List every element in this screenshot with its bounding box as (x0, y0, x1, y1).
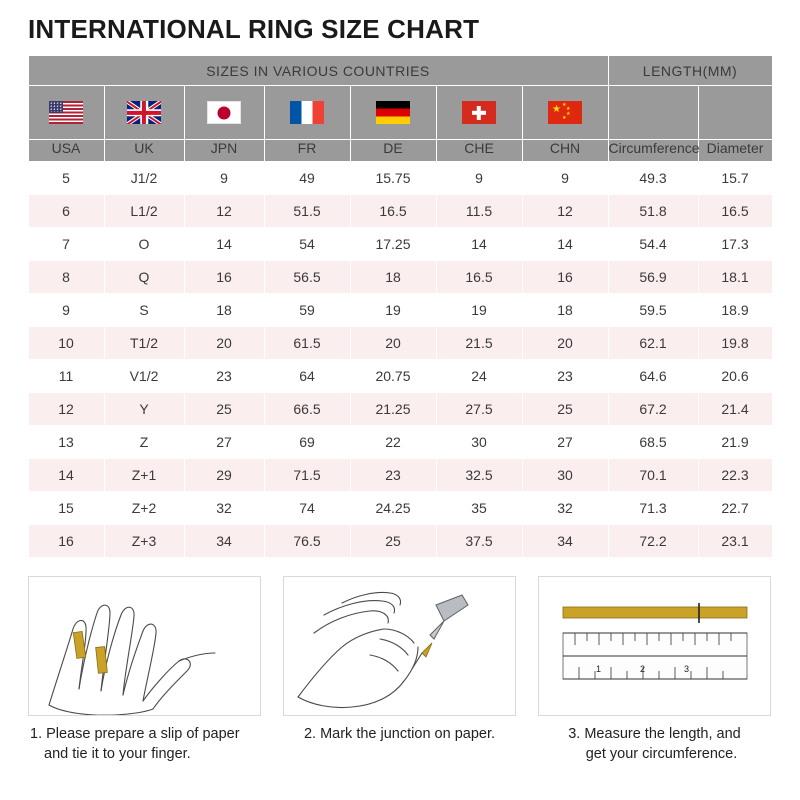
cell-fr: 74 (264, 492, 350, 525)
cell-usa: 8 (28, 261, 104, 294)
cell-de: 20 (350, 327, 436, 360)
cell-de: 22 (350, 426, 436, 459)
flag-cell-switzerland (436, 86, 522, 140)
cell-che: 27.5 (436, 393, 522, 426)
column-header-chn: CHN (522, 140, 608, 162)
cell-circumference: 59.5 (608, 294, 698, 327)
cell-diameter: 21.4 (698, 393, 772, 426)
cell-uk: Z+1 (104, 459, 184, 492)
flag-usa-icon (49, 101, 83, 124)
cell-usa: 13 (28, 426, 104, 459)
cell-jpn: 16 (184, 261, 264, 294)
cell-fr: 56.5 (264, 261, 350, 294)
step-1-caption (28, 725, 261, 764)
cell-usa: 15 (28, 492, 104, 525)
cell-chn: 12 (522, 195, 608, 228)
cell-chn: 27 (522, 426, 608, 459)
table-row (28, 393, 772, 426)
step-1-line1: 1. Please prepare a slip of paper (30, 726, 240, 742)
cell-jpn: 14 (184, 228, 264, 261)
cell-chn: 32 (522, 492, 608, 525)
step-3 (538, 576, 771, 764)
cell-che: 21.5 (436, 327, 522, 360)
step-2-line1: 2. Mark the junction on paper. (303, 726, 496, 742)
flag-cell-circumference (608, 86, 698, 140)
cell-uk: T1/2 (104, 327, 184, 360)
cell-usa: 16 (28, 525, 104, 558)
cell-diameter: 17.3 (698, 228, 772, 261)
cell-uk: J1/2 (104, 162, 184, 195)
cell-chn: 30 (522, 459, 608, 492)
cell-che: 35 (436, 492, 522, 525)
cell-circumference: 62.1 (608, 327, 698, 360)
table-column-header-row (28, 140, 772, 162)
cell-chn: 20 (522, 327, 608, 360)
flag-cell-usa (28, 86, 104, 140)
cell-uk: Q (104, 261, 184, 294)
flag-cell-japan (184, 86, 264, 140)
cell-usa: 14 (28, 459, 104, 492)
flag-switzerland-icon (462, 101, 496, 124)
cell-circumference: 51.8 (608, 195, 698, 228)
cell-chn: 34 (522, 525, 608, 558)
cell-jpn: 34 (184, 525, 264, 558)
step-1-line2: and tie it to your finger. (44, 745, 191, 762)
table-row (28, 426, 772, 459)
cell-circumference: 72.2 (608, 525, 698, 558)
cell-che: 9 (436, 162, 522, 195)
cell-diameter: 21.9 (698, 426, 772, 459)
table-row (28, 162, 772, 195)
cell-che: 32.5 (436, 459, 522, 492)
cell-usa: 7 (28, 228, 104, 261)
table-group-header-row (28, 56, 772, 86)
cell-circumference: 49.3 (608, 162, 698, 195)
cell-jpn: 29 (184, 459, 264, 492)
group-header-length: LENGTH(MM) (608, 56, 772, 86)
cell-de: 18 (350, 261, 436, 294)
cell-diameter: 22.7 (698, 492, 772, 525)
cell-circumference: 54.4 (608, 228, 698, 261)
cell-circumference: 71.3 (608, 492, 698, 525)
cell-diameter: 16.5 (698, 195, 772, 228)
column-header-che: CHE (436, 140, 522, 162)
cell-uk: S (104, 294, 184, 327)
ring-size-table (28, 55, 773, 558)
cell-jpn: 20 (184, 327, 264, 360)
column-header-fr: FR (264, 140, 350, 162)
cell-usa: 5 (28, 162, 104, 195)
cell-de: 19 (350, 294, 436, 327)
cell-de: 23 (350, 459, 436, 492)
cell-usa: 11 (28, 360, 104, 393)
column-header-usa: USA (28, 140, 104, 162)
step-2-caption (283, 725, 516, 745)
cell-diameter: 18.9 (698, 294, 772, 327)
cell-chn: 25 (522, 393, 608, 426)
step-2 (283, 576, 516, 764)
cell-circumference: 56.9 (608, 261, 698, 294)
cell-fr: 61.5 (264, 327, 350, 360)
page-title: INTERNATIONAL RING SIZE CHART (28, 14, 480, 44)
svg-text:3: 3 (684, 664, 690, 674)
cell-circumference: 68.5 (608, 426, 698, 459)
cell-de: 16.5 (350, 195, 436, 228)
flag-japan-icon (207, 101, 241, 124)
table-row (28, 294, 772, 327)
flag-cell-germany (350, 86, 436, 140)
cell-fr: 51.5 (264, 195, 350, 228)
flag-france-icon (290, 101, 324, 124)
svg-text:1: 1 (596, 664, 602, 674)
cell-circumference: 64.6 (608, 360, 698, 393)
column-header-uk: UK (104, 140, 184, 162)
cell-usa: 12 (28, 393, 104, 426)
cell-de: 15.75 (350, 162, 436, 195)
table-row (28, 492, 772, 525)
cell-che: 14 (436, 228, 522, 261)
cell-usa: 9 (28, 294, 104, 327)
cell-diameter: 15.7 (698, 162, 772, 195)
cell-che: 16.5 (436, 261, 522, 294)
cell-jpn: 18 (184, 294, 264, 327)
column-header-diameter: Diameter (698, 140, 772, 162)
cell-uk: Z+2 (104, 492, 184, 525)
cell-jpn: 32 (184, 492, 264, 525)
cell-che: 24 (436, 360, 522, 393)
column-header-jpn: JPN (184, 140, 264, 162)
cell-jpn: 25 (184, 393, 264, 426)
column-header-circumference: Circumference (608, 140, 698, 162)
table-body (28, 162, 772, 558)
table-row (28, 228, 772, 261)
cell-de: 25 (350, 525, 436, 558)
hand-with-paper-strip-illustration (28, 576, 261, 716)
flag-cell-france (264, 86, 350, 140)
cell-fr: 66.5 (264, 393, 350, 426)
cell-diameter: 22.3 (698, 459, 772, 492)
cell-che: 11.5 (436, 195, 522, 228)
group-header-countries: SIZES IN VARIOUS COUNTRIES (28, 56, 608, 86)
cell-de: 21.25 (350, 393, 436, 426)
cell-fr: 69 (264, 426, 350, 459)
cell-che: 30 (436, 426, 522, 459)
cell-chn: 9 (522, 162, 608, 195)
cell-uk: L1/2 (104, 195, 184, 228)
cell-fr: 59 (264, 294, 350, 327)
step-1 (28, 576, 261, 764)
cell-jpn: 9 (184, 162, 264, 195)
cell-uk: Z+3 (104, 525, 184, 558)
cell-che: 19 (436, 294, 522, 327)
cell-jpn: 27 (184, 426, 264, 459)
flag-cell-china (522, 86, 608, 140)
cell-fr: 49 (264, 162, 350, 195)
flag-cell-uk (104, 86, 184, 140)
ruler-measuring-paper-strip-illustration (538, 576, 771, 716)
cell-diameter: 19.8 (698, 327, 772, 360)
step-3-caption (538, 725, 771, 764)
cell-diameter: 23.1 (698, 525, 772, 558)
flag-cell-diameter (698, 86, 772, 140)
step-3-line1: 3. Measure the length, and (568, 726, 741, 742)
cell-uk: Y (104, 393, 184, 426)
flag-china-icon: ★ ★ ★ ★ ★ (548, 101, 582, 124)
table-row (28, 525, 772, 558)
cell-circumference: 67.2 (608, 393, 698, 426)
instruction-steps (28, 576, 772, 764)
cell-chn: 23 (522, 360, 608, 393)
table-row (28, 327, 772, 360)
step-3-line2: get your circumference. (585, 745, 738, 762)
cell-usa: 10 (28, 327, 104, 360)
cell-usa: 6 (28, 195, 104, 228)
table-row (28, 360, 772, 393)
cell-uk: V1/2 (104, 360, 184, 393)
cell-diameter: 20.6 (698, 360, 772, 393)
cell-de: 17.25 (350, 228, 436, 261)
cell-fr: 54 (264, 228, 350, 261)
cell-uk: O (104, 228, 184, 261)
cell-chn: 18 (522, 294, 608, 327)
cell-uk: Z (104, 426, 184, 459)
flag-germany-icon (376, 101, 410, 124)
cell-de: 20.75 (350, 360, 436, 393)
cell-circumference: 70.1 (608, 459, 698, 492)
cell-chn: 14 (522, 228, 608, 261)
cell-fr: 76.5 (264, 525, 350, 558)
cell-che: 37.5 (436, 525, 522, 558)
table-row (28, 459, 772, 492)
table-row (28, 261, 772, 294)
flag-uk-icon (127, 101, 161, 124)
svg-text:2: 2 (640, 664, 646, 674)
cell-diameter: 18.1 (698, 261, 772, 294)
cell-jpn: 12 (184, 195, 264, 228)
column-header-de: DE (350, 140, 436, 162)
table-row (28, 195, 772, 228)
cell-fr: 64 (264, 360, 350, 393)
cell-chn: 16 (522, 261, 608, 294)
table-flag-row (28, 86, 772, 140)
hand-marking-paper-with-pen-illustration (283, 576, 516, 716)
cell-de: 24.25 (350, 492, 436, 525)
cell-jpn: 23 (184, 360, 264, 393)
cell-fr: 71.5 (264, 459, 350, 492)
